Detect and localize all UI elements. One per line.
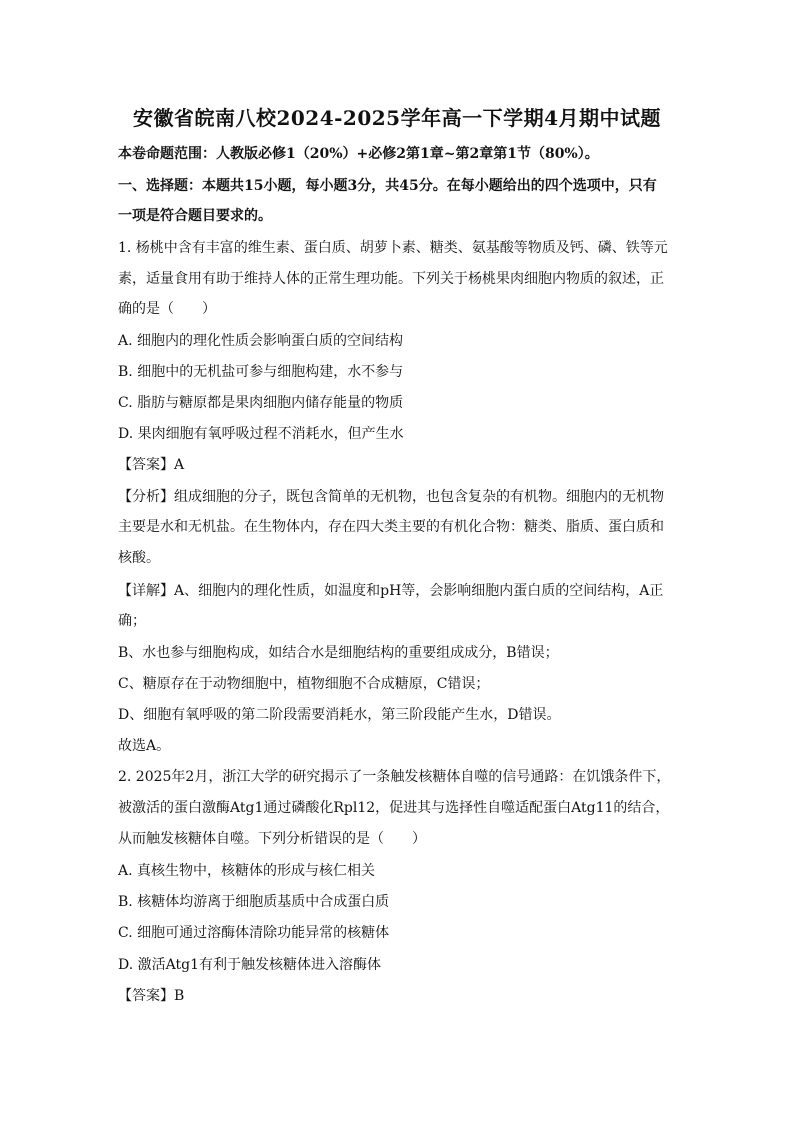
q2-option-a: A. 真核生物中，核糖体的形成与核仁相关 <box>118 863 376 879</box>
q1-answer: 【答案】A <box>118 457 185 473</box>
q1-detail-line-5: D、细胞有氧呼吸的第二阶段需要消耗水，第三阶段能产生水，D错误。 <box>118 707 561 723</box>
section-heading-line-2: 一项是符合题目要求的。 <box>118 208 272 224</box>
q2-option-d: D. 激活Atg1有利于触发核糖体进入溶酶体 <box>118 957 381 973</box>
q1-detail-line-4: C、糖原存在于动物细胞中，植物细胞不合成糖原，C错误； <box>118 676 490 692</box>
q2-stem-line-2: 被激活的蛋白激酶Atg1通过磷酸化Rpl12，促进其与选择性自噬适配蛋白Atg11的结合， <box>118 800 670 816</box>
q1-detail-line-2: 确； <box>118 613 146 629</box>
q1-detail-line-3: B、水也参与细胞构成，如结合水是细胞结构的重要组成成分，B错误； <box>118 645 559 661</box>
scope-line: 本卷命题范围：人教版必修1（20%）+必修2第1章~第2章第1节（80%）。 <box>118 146 599 162</box>
q1-analysis-line-2: 主要是水和无机盐。在生物体内，存在四大类主要的有机化合物：糖类、脂质、蛋白质和 <box>118 519 664 535</box>
q1-option-d: D. 果肉细胞有氧呼吸过程不消耗水，但产生水 <box>118 426 404 442</box>
q1-detail-line-1: 【详解】A、细胞内的理化性质，如温度和pH等，会影响细胞内蛋白质的空间结构，A正 <box>118 583 664 599</box>
section-heading-line-1: 一、选择题：本题共15小题，每小题3分，共45分。在每小题给出的四个选项中，只有 <box>118 178 657 194</box>
page-title: 安徽省皖南八校2024-2025学年高一下学期4月期中试题 <box>132 106 662 130</box>
q1-option-c: C. 脂肪与糖原都是果肉细胞内储存能量的物质 <box>118 395 404 411</box>
q2-answer: 【答案】B <box>118 988 185 1004</box>
q1-option-b: B. 细胞中的无机盐可参与细胞构建，水不参与 <box>118 364 404 380</box>
q1-stem-line-3: 确的是（ ） <box>118 301 216 317</box>
q2-stem-line-3: 从而触发核糖体自噬。下列分析错误的是（ ） <box>118 831 426 847</box>
q1-stem-line-2: 素，适量食用有助于维持人体的正常生理功能。下列关于杨桃果肉细胞内物质的叙述，正 <box>118 271 664 287</box>
q1-option-a: A. 细胞内的理化性质会影响蛋白质的空间结构 <box>118 333 404 349</box>
q1-conclusion: 故选A。 <box>118 738 171 754</box>
q1-analysis-line-1: 【分析】组成细胞的分子，既包含简单的无机物，也包含复杂的有机物。细胞内的无机物 <box>118 489 664 505</box>
q1-stem-line-1: 1. 杨桃中含有丰富的维生素、蛋白质、胡萝卜素、糖类、氨基酸等物质及钙、磷、铁等元 <box>118 240 668 256</box>
q2-option-c: C. 细胞可通过溶酶体清除功能异常的核糖体 <box>118 925 390 941</box>
q1-analysis-line-3: 核酸。 <box>118 550 160 566</box>
q2-option-b: B. 核糖体均游离于细胞质基质中合成蛋白质 <box>118 894 390 910</box>
q2-stem-line-1: 2. 2025年2月，浙江大学的研究揭示了一条触发核糖体自噬的信号通路：在饥饿条件下， <box>118 769 671 785</box>
